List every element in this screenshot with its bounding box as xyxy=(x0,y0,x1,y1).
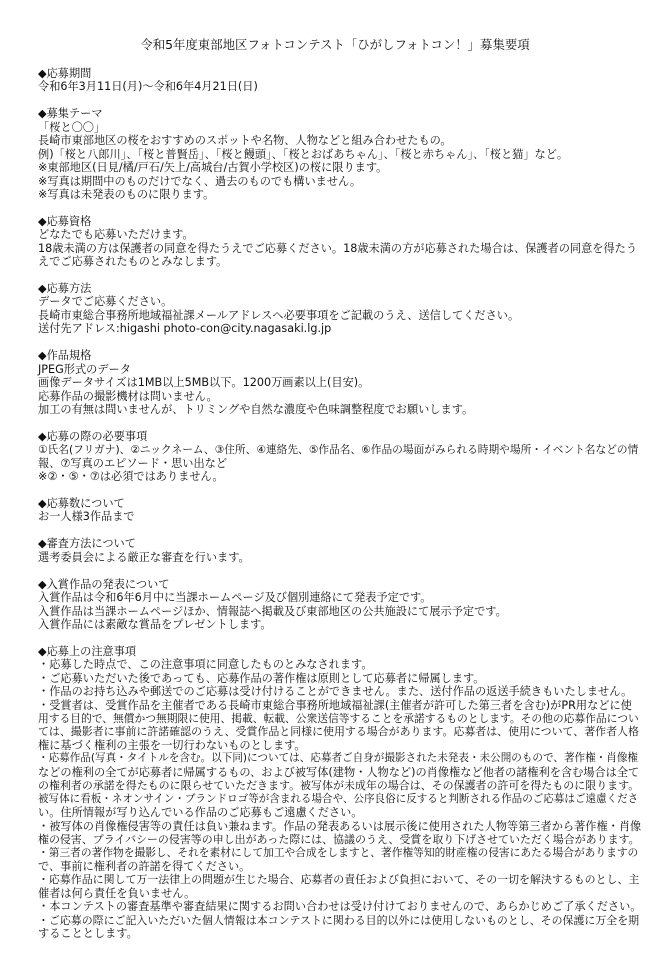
section-eligibility xyxy=(38,215,645,269)
section-line: 入賞作品は当課ホームページほか、情報誌へ掲載及び東部地区の公共施設にて展示予定です。 xyxy=(38,604,507,618)
section-line: ・応募作品(写真・タイトルを含む。以下同)については、応募者ご自身が撮影された未発表・未公開のもので、著作権・肖像権 xyxy=(38,752,638,765)
section-line: 長崎市東部地区の桜をおすすめのスポットや名物、人物などと組み合わせたもの。 xyxy=(38,134,452,148)
section-line: 例)「桜と八郎川」、「桜と普賢岳」、「桜と饅頭」、「桜とおばあちゃん」、「桜と赤ちゃん」、「桜と猫」など。 xyxy=(38,147,569,161)
section-line: ・ご応募いただいた後であっても、応募作品の著作権は原則として応募者に帰属します。 xyxy=(38,671,485,685)
section-heading: ◆応募期間 xyxy=(38,67,92,80)
section-line: の権利者の承諾を得たものに限らせていただきます。被写体が未成年の場合は、その保護者の許可を得たものに限ります。 xyxy=(38,779,640,793)
section-line: 権に基づく権利の主張を一切行わないものとします。 xyxy=(38,738,306,752)
section-heading: ◆応募方法 xyxy=(38,282,92,295)
section-line: い。住所情報が写り込んでいる作品のご応募もご遠慮ください。 xyxy=(38,806,363,820)
section-line: で、事前に権利者の許諾を得てください。 xyxy=(38,859,251,873)
section-specifications xyxy=(38,349,645,416)
section-heading: ◆入賞作品の発表について xyxy=(38,577,170,591)
section-line: 「桜と〇〇」 xyxy=(38,120,106,134)
section-line: 画像データサイズは1MB以上5MB以下。1200万画素以上(目安)。 xyxy=(38,376,370,390)
section-line: ・ご応募の際にご記入いただいた個人情報は本コンテストに関わる目的以外には使用しないものとし、その保護に万全を期 xyxy=(38,913,640,927)
section-line: 用する目的で、無償かつ無期限に使用、掲載、転載、公衆送信等することを承諾するものとします。その他の応募作品につい xyxy=(38,712,639,725)
document-title: 令和5年度東部地区フォトコンテスト「ひがしフォトコン！」募集要項 xyxy=(140,37,530,52)
section-heading: ◆作品規格 xyxy=(38,349,92,363)
section-line: ※写真は未発表のものに限ります。 xyxy=(38,187,215,201)
section-line: などの権利の全てが応募者に帰属するもの、および被写体(建物・人物など)の肖像権など他者の諸権利を含む場合は全て xyxy=(38,765,640,779)
section-line: ・被写体の肖像権侵害等の責任は負い兼ねます。作品の発表あるいは展示後に使用された人物等第三者から著作権・肖像 xyxy=(38,819,642,833)
section-line: ①氏名(フリガナ)、②ニックネーム、③住所、④連絡先、⑤作品名、⑥作品の場面がみられる時期や場所・イベント名などの情 xyxy=(38,443,639,457)
section-line: 選考委員会による厳正な審査を行います。 xyxy=(38,550,250,564)
section-line: ・受賞者は、受賞作品を主催者である長崎市東総合事務所地域福祉課(主催者が許可した第三者を含む)がPR用などに使 xyxy=(38,698,632,712)
section-heading: ◆応募上の注意事項 xyxy=(38,644,137,658)
section-line: ※写真は期間中のものだけでなく、過去のものでも構いません。 xyxy=(38,174,362,188)
section-line: ・本コンテストの審査基準や審査結果に関するお問い合わせは受け付けておりませんので、あらかじめご了承ください。 xyxy=(38,900,642,914)
section-number-of-entries xyxy=(38,497,645,524)
section-required-information xyxy=(38,430,645,484)
section-heading: ◆募集テーマ xyxy=(38,107,103,121)
section-line: 送付先アドレス:higashi photo-con@city.nagasaki.lg.jp xyxy=(38,322,332,336)
section-notes xyxy=(38,645,645,941)
section-heading: ◆審査方法について xyxy=(38,537,136,551)
section-line: ※②・⑤・⑦は必須ではありません。 xyxy=(38,470,224,484)
section-line: 応募作品の撮影機材は問いません。 xyxy=(38,389,218,403)
section-line: お一人様3作品まで xyxy=(38,510,135,524)
section-heading: ◆応募数について xyxy=(38,497,125,510)
section-line: データでご応募ください。 xyxy=(38,295,173,309)
section-theme xyxy=(38,107,645,201)
document-body xyxy=(38,67,645,940)
section-line: 入賞作品には素敵な賞品をプレゼントします。 xyxy=(38,617,272,631)
section-line: することとします。 xyxy=(38,927,138,940)
section-line: ・第三者の著作物を撮影し、それを素材にして加工や合成をしますと、著作権等知的財産権の侵害にあたる場合がありますの xyxy=(38,846,639,860)
section-application-period xyxy=(38,67,645,94)
section-line: 加工の有無は問いませんが、トリミングや自然な濃度や色味調整程度でお願いします。 xyxy=(38,402,474,416)
section-how-to-apply xyxy=(38,282,645,336)
section-line: 入賞作品は令和6年6月中に当課ホームページ及び個別連絡にて発表予定です。 xyxy=(38,591,432,605)
section-line: 被写体に看板・ネオンサイン・ブランドロゴ等が含まれる場合や、公序良俗に反すると判断される作品のご応募はご遠慮くださ xyxy=(38,792,639,805)
section-line: ・応募作品に関して万一法律上の問題が生じた場合、応募者の責任および負担において、その一切を解決するものとし、主 xyxy=(38,873,640,887)
section-line: ・作品のお持ち込みや郵送でのご応募は受け付けることができません。また、送付作品の返送手続きもいたしません。 xyxy=(38,685,633,699)
section-line: 催者は何ら責任を負いません。 xyxy=(38,886,196,900)
section-line: えでご応募されたものとみなします。 xyxy=(38,255,228,269)
section-line: どなたでも応募いただけます。 xyxy=(38,228,194,242)
section-judging-method xyxy=(38,537,645,564)
section-line: 長崎市東総合事務所地域福祉課メールアドレスへ必要事項をご記載のうえ、送信してください。 xyxy=(38,308,520,322)
section-line: 18歳未満の方は保護者の同意を得たうえでご応募ください。18歳未満の方が応募された場合は、保護者の同意を得たう xyxy=(38,241,638,255)
section-line: ※東部地区(日見/橘/戸石/矢上/高城台/古賀小学校区)の桜に限ります。 xyxy=(38,161,388,175)
section-line: 報、⑦写真のエピソード・思い出など xyxy=(38,456,228,470)
section-line: JPEG形式のデータ xyxy=(38,362,131,376)
section-line: 令和6年3月11日(月)～令和6年4月21日(日) xyxy=(38,80,258,94)
section-heading: ◆応募の際の必要事項 xyxy=(38,429,148,443)
section-line: 権の侵害、プライバシーの侵害等の申し出があった際には、協議のうえ、受賞を取り下げさせていただく場合があります。 xyxy=(38,832,640,846)
section-results-announcement xyxy=(38,578,645,632)
section-line: ・応募した時点で、この注意事項に同意したものとみなされます。 xyxy=(38,658,373,672)
section-line: ては、撮影者に事前に許諾確認のうえ、受賞作品と同様に使用する場合があります。応募者は、使用について、著作者人格 xyxy=(38,725,639,739)
section-heading: ◆応募資格 xyxy=(38,214,92,228)
